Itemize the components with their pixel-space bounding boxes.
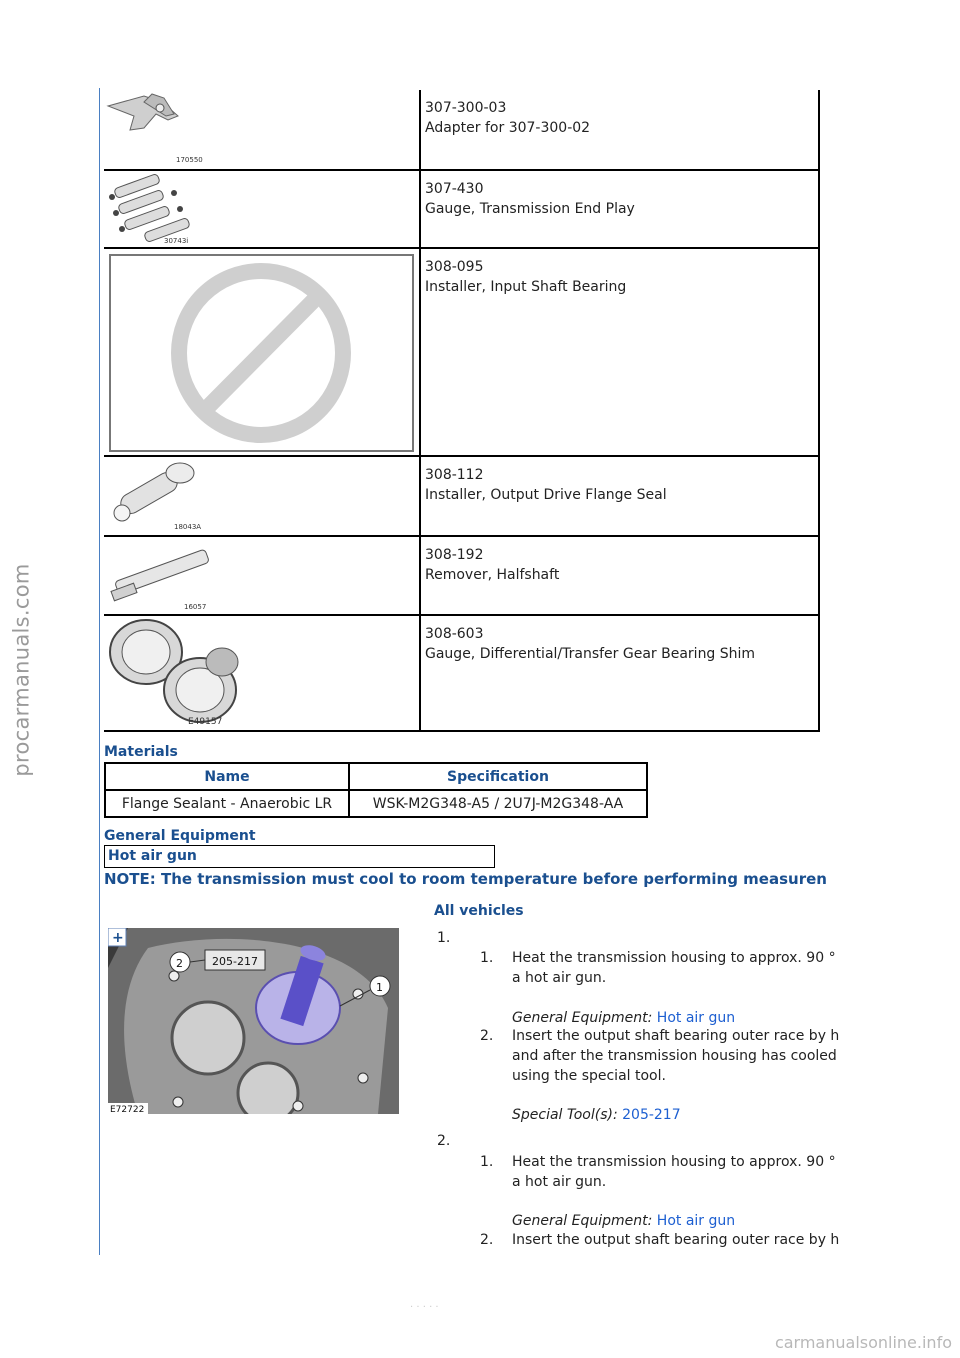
substep-text-line: a hot air gun. <box>512 970 607 986</box>
reference-link[interactable]: Hot air gun <box>656 1010 736 1026</box>
tool-image-label: 16057 <box>184 603 207 611</box>
tool-image-remover <box>104 537 419 614</box>
tool-name: Gauge, Differential/Transfer Gear Bearing Shim <box>425 646 756 662</box>
substep-number: 1. <box>480 1154 494 1170</box>
material-specification: WSK-M2G348-A5 / 2U7J-M2G348-AA <box>349 790 647 817</box>
table-row <box>104 90 819 170</box>
figure-tool-label: 205-217 <box>212 955 258 968</box>
reference-label: Special Tool(s): <box>512 1107 618 1123</box>
tool-code: 308-192 <box>425 547 484 563</box>
substep-number: 2. <box>480 1232 494 1248</box>
tool-description-cell <box>420 90 819 170</box>
general-equipment-heading: General Equipment <box>104 828 256 844</box>
tool-image-label: 18043A <box>174 523 202 531</box>
tool-image-installer <box>104 457 419 535</box>
table-row <box>104 248 819 456</box>
tool-name: Installer, Input Shaft Bearing <box>425 279 627 295</box>
materials-table <box>104 762 648 818</box>
tool-image-cell <box>104 248 420 456</box>
special-tools-table <box>104 90 820 732</box>
page-number: · · · · · <box>410 1302 439 1313</box>
materials-heading: Materials <box>104 744 178 760</box>
column-header-name: Name <box>105 763 349 790</box>
tool-code: 308-603 <box>425 626 484 642</box>
footer-watermark: carmanualsonline.info <box>774 1333 952 1352</box>
reference-label: General Equipment: <box>512 1213 653 1229</box>
reference-label: General Equipment: <box>512 1010 653 1026</box>
zoom-icon[interactable]: + <box>112 930 124 946</box>
substep-text-line: a hot air gun. <box>512 1174 607 1190</box>
substep-number: 2. <box>480 1028 494 1044</box>
reference-link[interactable]: 205-217 <box>622 1107 681 1123</box>
substep-number: 1. <box>480 950 494 966</box>
tool-image-unavailable <box>104 249 419 455</box>
table-header-row <box>105 763 647 790</box>
vehicle-subheading: All vehicles <box>434 903 524 919</box>
figure-callout-2: 2 <box>176 957 183 970</box>
tool-image-label: 170550 <box>176 156 203 164</box>
tool-image-label: E49157 <box>188 717 223 727</box>
side-watermark <box>2 430 42 910</box>
tool-image-adapter <box>104 90 419 168</box>
tool-name: Installer, Output Drive Flange Seal <box>425 487 667 503</box>
equipment-item: Hot air gun <box>104 845 495 868</box>
special-tool-reference <box>512 1107 681 1123</box>
substep-text-line: and after the transmission housing has cooled <box>512 1048 837 1064</box>
tool-image-cell <box>104 90 420 170</box>
step-number: 2. <box>437 1133 451 1149</box>
tool-code: 307-300-03 <box>425 100 507 116</box>
table-row <box>105 790 647 817</box>
tool-image-cell <box>104 170 420 248</box>
substep-text-line: Heat the transmission housing to approx. 90 ° <box>512 1154 836 1170</box>
tool-description-cell <box>420 536 819 615</box>
tool-code: 308-112 <box>425 467 484 483</box>
document-content <box>104 0 874 1358</box>
margin-line <box>99 88 100 1255</box>
substep-text-line: Insert the output shaft bearing outer race by h <box>512 1232 840 1248</box>
equipment-reference <box>512 1010 735 1026</box>
tool-image-cell <box>104 615 420 731</box>
tool-name: Remover, Halfshaft <box>425 567 560 583</box>
table-row <box>104 615 819 731</box>
tool-image-label: 30743i <box>164 237 189 245</box>
step-number: 1. <box>437 930 451 946</box>
tool-image-cell <box>104 456 420 536</box>
tool-name: Adapter for 307-300-02 <box>425 120 591 136</box>
tool-description-cell <box>420 456 819 536</box>
table-row <box>104 536 819 615</box>
tool-description-cell <box>420 248 819 456</box>
substep-text-line: using the special tool. <box>512 1068 666 1084</box>
note-text: NOTE: The transmission must cool to room temperature before performing measuren <box>104 870 827 888</box>
tool-name: Gauge, Transmission End Play <box>425 201 635 217</box>
tool-image-gauge <box>104 171 419 247</box>
tool-description-cell <box>420 170 819 248</box>
reference-link[interactable]: Hot air gun <box>656 1213 736 1229</box>
table-row <box>104 170 819 248</box>
tool-code: 307-430 <box>425 181 484 197</box>
column-header-specification: Specification <box>349 763 647 790</box>
tool-description-cell <box>420 615 819 731</box>
material-name: Flange Sealant - Anaerobic LR <box>105 790 349 817</box>
tool-image-shim-gauge <box>104 616 419 730</box>
figure-callout-1: 1 <box>376 981 383 994</box>
tool-image-cell <box>104 536 420 615</box>
substep-text-line: Heat the transmission housing to approx. 90 ° <box>512 950 836 966</box>
equipment-reference <box>512 1213 735 1229</box>
tool-code: 308-095 <box>425 259 484 275</box>
procedure-figure <box>108 928 399 1114</box>
figure-code: E72722 <box>110 1105 145 1114</box>
watermark-text: procarmanuals.com <box>10 563 34 777</box>
substep-text-line: Insert the output shaft bearing outer race by h <box>512 1028 840 1044</box>
table-row <box>104 456 819 536</box>
